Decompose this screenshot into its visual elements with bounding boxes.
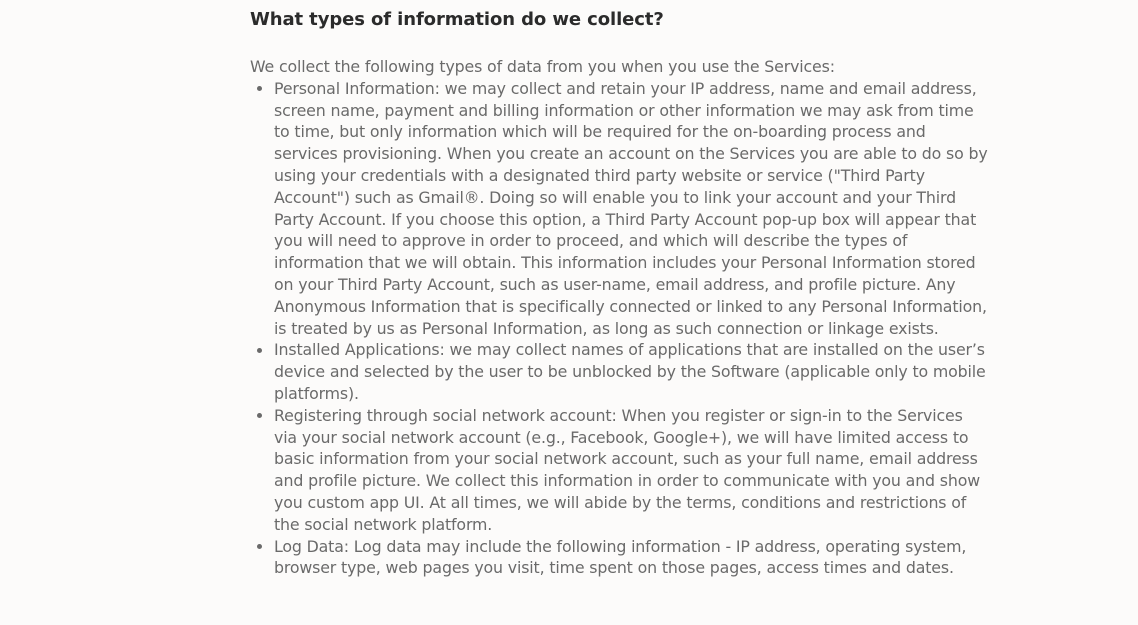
list-item-personal-information: Personal Information: we may collect and retain your IP address, name and email address, screen name, payment and billing information or other information we may ask from time to time, but only information which will be required for the on-boarding process and services provisioning. When you create an account on the Services you are able to do so by using your credentials with a designated third party website or service ("Third Party Account") such as Gmail®. Doing so will enable you to link your account and your Third Party Account. If you choose this option, a Third Party Account pop-up box will appear that you will need to approve in order to proceed, and which will describe the types of information that we will obtain. This information includes your Personal Information stored on your Third Party Account, such as user-name, email address, and profile picture. Any Anonymous Information that is specifically connected or linked to any Personal Information, is treated by us as Personal Information, as long as such connection or linkage exists.: [274, 78, 990, 340]
information-types-list: [250, 78, 990, 579]
list-item-log-data: Log Data: Log data may include the following information - IP address, operating system, browser type, web pages you visit, time spent on those pages, access times and dates.: [274, 536, 990, 580]
privacy-section: [250, 6, 990, 579]
list-item-social-network-registration: Registering through social network account: When you register or sign-in to the Services via your social network account (e.g., Facebook, Google+), we will have limited access to basic information from your social network account, such as your full name, email address and profile picture. We collect this information in order to communicate with you and show you custom app UI. At all times, we will abide by the terms, conditions and restrictions of the social network platform.: [274, 405, 990, 536]
section-heading: What types of information do we collect?: [250, 9, 664, 30]
section-intro: We collect the following types of data from you when you use the Services:: [250, 57, 835, 76]
list-item-installed-applications: Installed Applications: we may collect names of applications that are installed on the user’s device and selected by the user to be unblocked by the Software (applicable only to mobile platforms).: [274, 339, 990, 404]
